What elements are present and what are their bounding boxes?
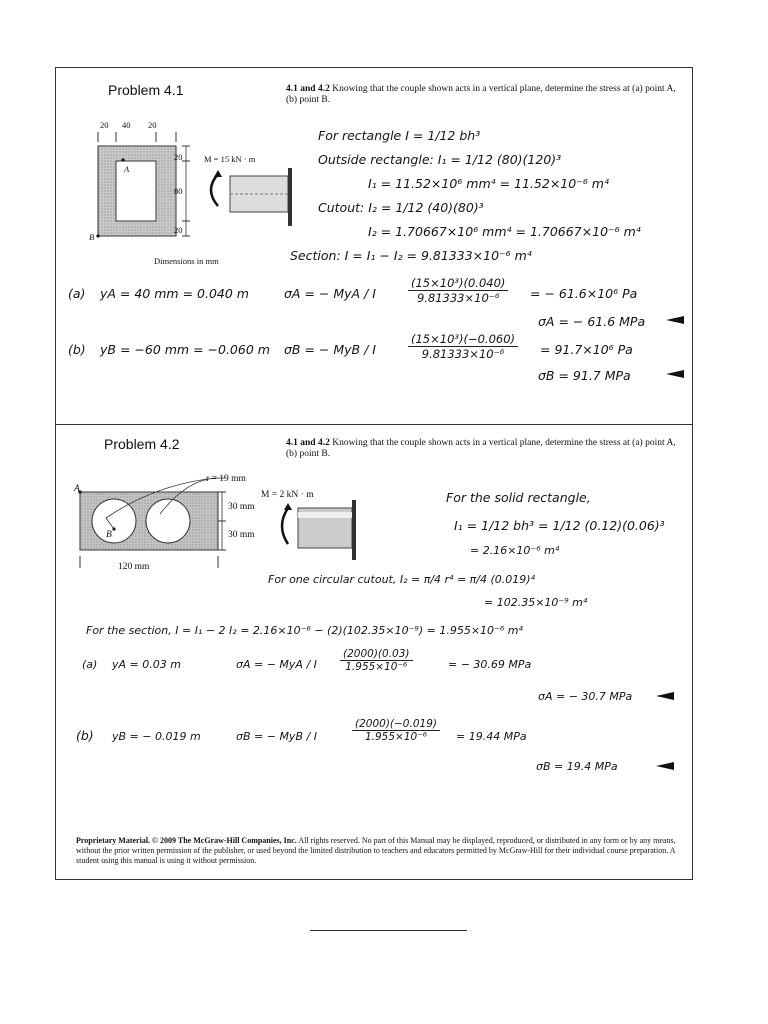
- ya-value-4-2: yA = 0.03 m: [112, 658, 181, 671]
- sigma-b-answer-4-2: σB = 19.4 MPa: [536, 760, 618, 773]
- work-4-2-line-1: For the solid rectangle,: [446, 490, 591, 505]
- sigma-a-result-4-2: = − 30.69 MPa: [448, 658, 532, 671]
- sigma-a-formula-4-1: σA = − MyA / I: [284, 286, 376, 301]
- sigma-b-answer-4-1: σB = 91.7 MPa: [538, 368, 631, 383]
- point-a-label-4-2: A: [74, 484, 80, 494]
- work-4-2-line-5: = 102.35×10⁻⁹ m⁴: [484, 596, 588, 609]
- work-4-2-line-6: For the section, I = I₁ − 2 I₂ = 2.16×10⁻⁶ − (2)(102.35×10⁻⁹) = 1.955×10⁻⁶ m⁴: [86, 624, 523, 637]
- dim-right-20-bottom: 20: [174, 225, 183, 235]
- sigma-a-fraction-4-2: $\frac{(2000)(0.03)}{\text{1.955×10⁻⁶}}$: [340, 648, 413, 673]
- work-4-1-line-6: Section: I = I₁ − I₂ = 9.81333×10⁻⁶ m⁴: [290, 248, 532, 263]
- yb-value-4-2: yB = − 0.019 m: [112, 730, 201, 743]
- sigma-b-fraction-4-1: $\frac{\text{(15×10³)(−0.060)}}{\text{9.81333×10⁻⁶}}$: [408, 332, 518, 361]
- dimensions-caption: Dimensions in mm: [154, 256, 219, 266]
- point-b-label: B: [89, 232, 95, 242]
- dim-30mm-top: 30 mm: [228, 502, 255, 512]
- beam-with-couple-figure-2: [278, 500, 358, 562]
- problem-4-2-statement: 4.1 and 4.2 Knowing that the couple shown acts in a vertical plane, determine the stress at (a) point A, (b) point B.: [286, 438, 676, 459]
- yb-value-4-1: yB = −60 mm = −0.060 m: [100, 342, 270, 357]
- rectangle-with-holes-figure: [66, 472, 266, 582]
- sigma-b-formula-4-1: σB = − MyB / I: [284, 342, 376, 357]
- work-4-1-line-3: I₁ = 11.52×10⁶ mm⁴ = 11.52×10⁻⁶ m⁴: [368, 176, 609, 191]
- dim-right-80: 80: [174, 186, 183, 196]
- answer-arrow-icon: [656, 692, 674, 700]
- dim-120mm: 120 mm: [118, 562, 150, 572]
- answer-arrow-icon: [666, 316, 684, 324]
- part-a-label-4-1: (a): [68, 286, 86, 301]
- part-b-label-4-2: (b): [76, 728, 94, 743]
- dim-top-20-left: 20: [100, 120, 109, 130]
- sigma-b-fraction-4-2: $\frac{(2000)(-0.019)}{\text{1.955×10⁻⁶}}$: [352, 718, 440, 743]
- copyright-footer: Proprietary Material. © 2009 The McGraw-Hill Companies, Inc. All rights reserved. No part of this Manual may be displayed, reproduced, or distributed in any form or by any means, without the prior written permission of the publisher, or used beyond the limited distribution to teachers and educators permitted by McGraw-Hill for their individual course preparation. A student using this manual is using it without permission.: [76, 836, 676, 865]
- sigma-b-result-4-2: = 19.44 MPa: [456, 730, 527, 743]
- ya-value-4-1: yA = 40 mm = 0.040 m: [100, 286, 249, 301]
- work-4-1-line-5: I₂ = 1.70667×10⁶ mm⁴ = 1.70667×10⁻⁶ m⁴: [368, 224, 641, 239]
- answer-arrow-icon: [666, 370, 684, 378]
- dim-right-20-top: 20: [174, 152, 183, 162]
- dim-30mm-bottom: 30 mm: [228, 530, 255, 540]
- radius-label: r = 19 mm: [206, 474, 246, 484]
- sigma-b-result-4-1: = 91.7×10⁶ Pa: [540, 342, 633, 357]
- dim-top-40: 40: [122, 120, 131, 130]
- work-4-1-line-2: Outside rectangle: I₁ = 1/12 (80)(120)³: [318, 152, 562, 167]
- work-4-1-line-1: For rectangle I = 1/12 bh³: [318, 128, 481, 143]
- moment-label-15: M = 15 kN · m: [204, 154, 256, 164]
- problem-4-1-statement: 4.1 and 4.2 Knowing that the couple shown acts in a vertical plane, determine the stress at (a) point A, (b) point B.: [286, 84, 676, 105]
- sigma-b-formula-4-2: σB = − MyB / I: [236, 730, 317, 743]
- sigma-a-answer-4-1: σA = − 61.6 MPa: [538, 314, 646, 329]
- point-b-label-4-2: B: [106, 530, 112, 540]
- beam-with-couple-figure: [204, 168, 296, 228]
- point-a-label: A: [124, 164, 130, 174]
- work-4-2-line-4: For one circular cutout, I₂ = π/4 r⁴ = π/4 (0.019)⁴: [268, 573, 535, 586]
- part-b-label-4-1: (b): [68, 342, 86, 357]
- answer-arrow-icon: [656, 762, 674, 770]
- problem-4-1-title: Problem 4.1: [108, 82, 184, 98]
- sigma-a-fraction-4-1: $\frac{\text{(15×10³)(0.040)}}{\text{9.81333×10⁻⁶}}$: [408, 276, 508, 305]
- rectangle-section-figure: [86, 118, 216, 248]
- sigma-a-result-4-1: = − 61.6×10⁶ Pa: [530, 286, 638, 301]
- work-4-2-line-3: = 2.16×10⁻⁶ m⁴: [470, 544, 560, 557]
- sigma-a-formula-4-2: σA = − MyA / I: [236, 658, 317, 671]
- work-4-2-line-2: I₁ = 1/12 bh³ = 1/12 (0.12)(0.06)³: [454, 518, 665, 533]
- page-frame: [55, 67, 693, 880]
- sigma-a-answer-4-2: σA = − 30.7 MPa: [538, 690, 633, 703]
- page-bottom-rule: [310, 930, 467, 931]
- section-divider: [56, 424, 692, 425]
- dim-top-20-right: 20: [148, 120, 157, 130]
- moment-label-2: M = 2 kN · m: [261, 490, 314, 500]
- problem-4-2-title: Problem 4.2: [104, 436, 180, 452]
- work-4-1-line-4: Cutout: I₂ = 1/12 (40)(80)³: [318, 200, 484, 215]
- part-a-label-4-2: (a): [82, 658, 98, 671]
